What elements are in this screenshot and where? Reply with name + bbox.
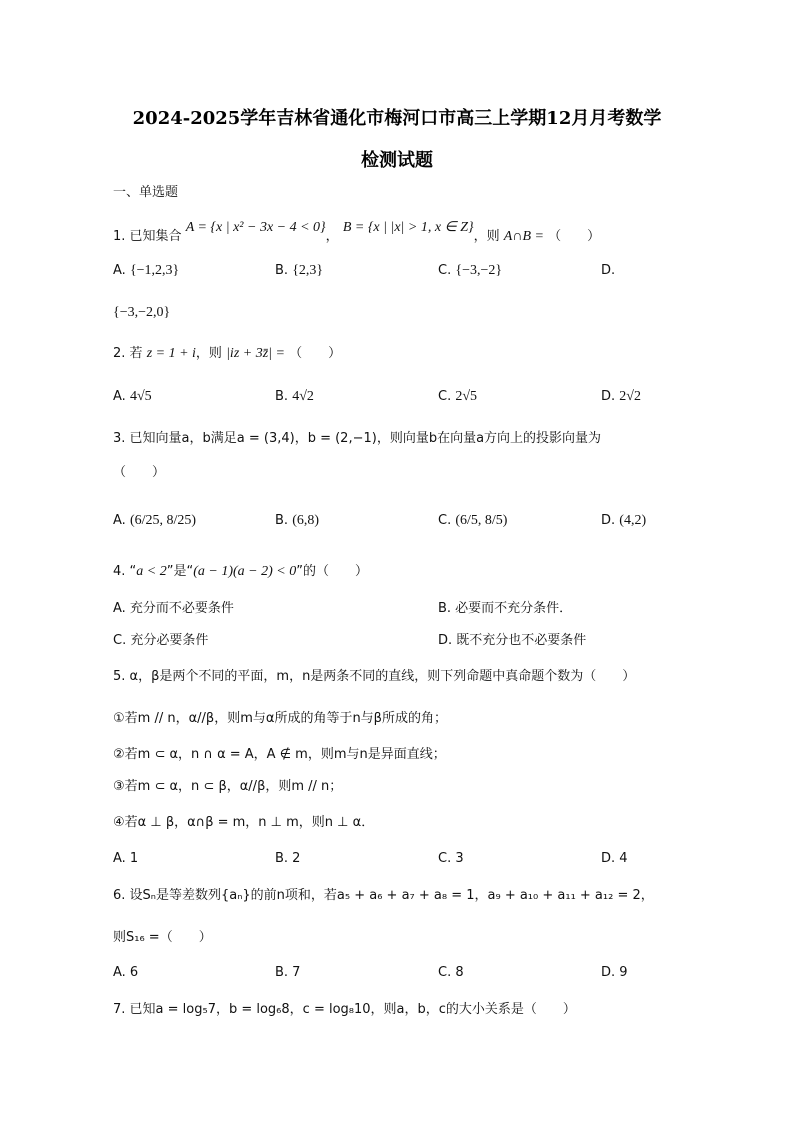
q1-sep: ， (325, 229, 339, 244)
q5-option-a: A. 1 (113, 851, 139, 866)
q2-cond: z = 1 + i (146, 346, 196, 361)
question-1 (113, 220, 601, 246)
q4-option-d: D. 既不充分也不必要条件 (438, 633, 587, 648)
q2-option-c: C. 2√5 (438, 389, 478, 404)
page-title: 2024-2025学年吉林省通化市梅河口市高三上学期12月月考数学 (132, 108, 662, 129)
q3-option-a: A. (6/25, 8/25) (113, 513, 197, 528)
q4-option-b: B. 必要而不充分条件． (438, 601, 573, 616)
q5-statement-3: ③若m ⊂ α，n ⊂ β，α//β，则m // n； (113, 779, 343, 794)
q1-option-d: D. (601, 263, 616, 278)
q2-bracket: （ ） (289, 346, 342, 361)
q3-option-d: D. (4,2) (601, 513, 647, 528)
question-4: 4. “a < 2”是“(a − 1)(a − 2) < 0”的（ ） (113, 564, 368, 579)
q1-set-b: B = {x | |x| > 1, x ∈ Z} (342, 220, 474, 235)
q6-line-2: 则S₁₆ =（ ） (113, 930, 212, 945)
q5-option-b: B. 2 (275, 851, 301, 866)
q5-statement-2: ②若m ⊂ α，n ∩ α = A，A ∉ m，则m与n是异面直线； (113, 747, 446, 762)
q1-tail: ，则 (473, 229, 500, 244)
section-heading: 一、单选题 (113, 185, 179, 200)
q3-bracket: （ ） (113, 465, 166, 480)
q6-option-a: A. 6 (113, 965, 139, 980)
question-2 (113, 345, 341, 363)
q5-option-c: C. 3 (438, 851, 464, 866)
page-title-line2: 检测试题 (361, 150, 433, 171)
q6-option-b: B. 7 (275, 965, 301, 980)
q2-prefix: 2. 若 (113, 346, 143, 361)
q5-option-d: D. 4 (601, 851, 628, 866)
q4-option-a: A. 充分而不必要条件 (113, 601, 234, 616)
q5-statement-1: ①若m // n，α//β，则m与α所成的角等于n与β所成的角； (113, 711, 447, 726)
q2-expr: |iz + 3z̄| = (226, 346, 285, 361)
q5-statement-4: ④若α ⊥ β，α∩β = m，n ⊥ m，则n ⊥ α． (113, 815, 375, 830)
question-6: 6. 设Sₙ是等差数列{aₙ}的前n项和，若a₅ + a₆ + a₇ + a₈ = 1，a₉ + a₁₀ + a₁₁ + a₁₂ = 2， (113, 888, 654, 903)
question-7: 7. 已知a = log₅7，b = log₆8，c = log₈10，则a，b，c的大小关系是（ ） (113, 1002, 576, 1017)
q3-option-b: B. (6,8) (275, 513, 320, 528)
question-5: 5. α，β是两个不同的平面，m，n是两条不同的直线，则下列命题中真命题个数为（ ） (113, 669, 636, 684)
q6-option-c: C. 8 (438, 965, 464, 980)
q1-expr: A∩B = (503, 229, 544, 244)
q6-option-d: D. 9 (601, 965, 628, 980)
q4-cond1: a < 2 (136, 564, 167, 579)
q1-option-a: A. {−1,2,3} (113, 263, 180, 278)
q1-option-b: B. {2,3} (275, 263, 324, 278)
q1-option-d-value: {−3,−2,0} (113, 305, 171, 320)
q4-cond2: (a − 1)(a − 2) < 0 (193, 564, 297, 579)
q2-option-b: B. 4√2 (275, 389, 314, 404)
q1-prefix: 1. 已知集合 (113, 229, 182, 244)
q4-option-c: C. 充分必要条件 (113, 633, 209, 648)
question-3: 3. 已知向量a，b满足a = (3,4)，b = (2,−1)，则向量b在向量a方向上的投影向量为 (113, 431, 602, 446)
q2-mid: ，则 (195, 346, 222, 361)
q3-option-c: C. (6/5, 8/5) (438, 513, 508, 528)
q1-set-a: A = {x | x² − 3x − 4 < 0} (185, 220, 326, 235)
q1-option-c: C. {−3,−2} (438, 263, 503, 278)
q1-bracket: （ ） (548, 229, 601, 244)
q2-option-d: D. 2√2 (601, 389, 641, 404)
q2-option-a: A. 4√5 (113, 389, 152, 404)
